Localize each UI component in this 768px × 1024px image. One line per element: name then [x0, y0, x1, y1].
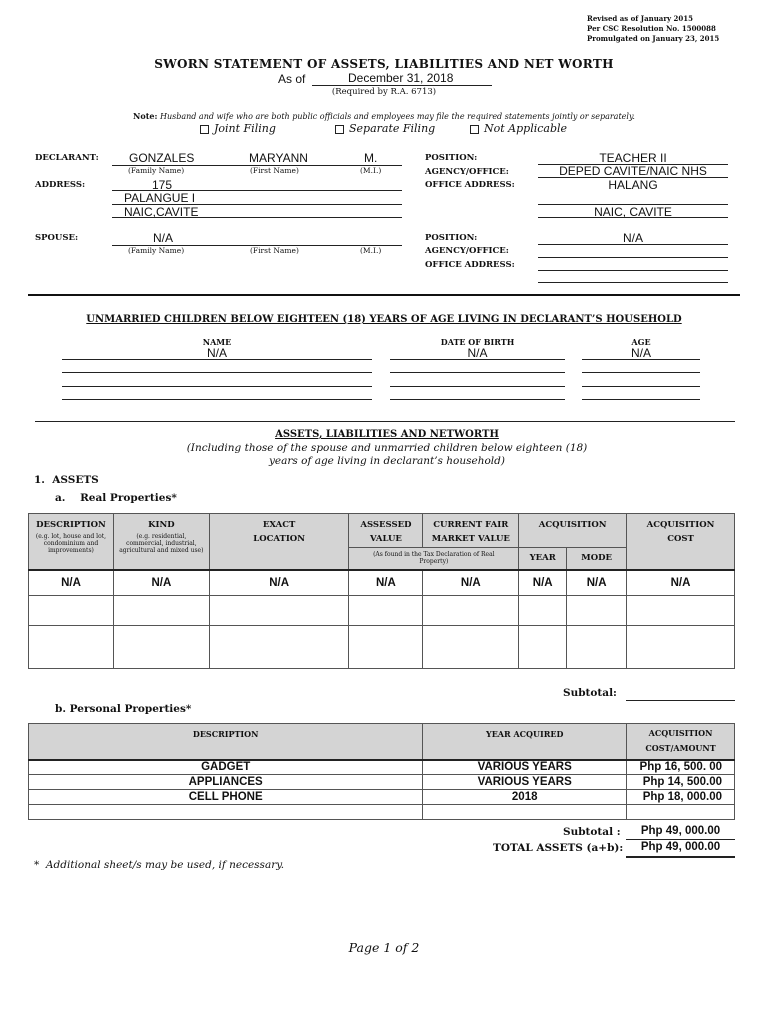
- section-divider: [28, 294, 740, 296]
- revision-line-1: Revised as of January 2015: [587, 14, 693, 23]
- note-label: Note:: [133, 111, 158, 121]
- spouse-position-value: N/A: [622, 231, 643, 245]
- caption-first-name: (First Name): [250, 166, 299, 175]
- assets-heading: ASSETS, LIABILITIES AND NETWORTH: [275, 429, 499, 440]
- personal-cell-year: 2018: [423, 790, 627, 805]
- note-text: Husband and wife who are both public officials and employees may file the required statements jointly or separately.: [159, 112, 635, 121]
- option-joint-filing[interactable]: Joint Filing: [200, 122, 276, 135]
- address-label: ADDRESS:: [35, 180, 86, 190]
- as-of-label: As of: [278, 72, 306, 86]
- section-divider-2: [35, 421, 735, 422]
- table-row: [29, 760, 735, 775]
- assets-subheading-1: (Including those of the spouse and unmarried children below eighteen (18): [186, 442, 588, 454]
- real-header-assessed-2: VALUE: [369, 534, 402, 544]
- declarant-label: DECLARANT:: [35, 153, 99, 163]
- spouse-label: SPOUSE:: [35, 233, 79, 243]
- required-by: (Required by R.A. 6713): [331, 87, 437, 97]
- personal-cell-description: CELL PHONE: [29, 790, 423, 805]
- real-header-fair-2: MARKET VALUE: [431, 534, 510, 544]
- caption-family-name: (Family Name): [128, 166, 185, 175]
- assets-subheading-2: years of age living in declarant’s household): [269, 455, 505, 467]
- footnote: * Additional sheet/s may be used, if necessary.: [34, 859, 285, 871]
- real-cell-fair-value: N/A: [423, 570, 519, 596]
- real-header-location-2: LOCATION: [253, 534, 305, 544]
- office-address-line-2: NAIC, CAVITE: [594, 205, 672, 219]
- real-header-description-sub: (e.g. lot, house and lot, condominium and improvements): [35, 533, 107, 554]
- personal-header-cost-1: ACQUISITION: [648, 728, 713, 738]
- real-cell-assessed: N/A: [349, 570, 423, 596]
- real-header-assessed-1: ASSESSED: [360, 520, 412, 530]
- assets-label: 1. ASSETS: [34, 474, 99, 486]
- real-header-cost-1: ACQUISITION: [646, 520, 715, 530]
- real-header-description: DESCRIPTION: [36, 520, 106, 530]
- total-assets-label: TOTAL ASSETS (a+b):: [493, 842, 624, 854]
- spouse-agency-label: AGENCY/OFFICE:: [425, 246, 509, 256]
- note-line: [0, 111, 768, 121]
- real-subtotal-label: Subtotal:: [563, 687, 617, 699]
- revision-line-2: Per CSC Resolution No. 1500088: [587, 24, 716, 33]
- office-address-label: OFFICE ADDRESS:: [425, 180, 515, 190]
- personal-header-cost-2: COST/AMOUNT: [645, 743, 716, 753]
- page-number: Page 1 of 2: [348, 940, 420, 955]
- agency-value: DEPED CAVITE/NAIC NHS: [559, 164, 707, 178]
- personal-cell-description: GADGET: [29, 760, 423, 775]
- real-cell-description: N/A: [29, 570, 114, 596]
- personal-cell-cost: Php 14, 500.00: [627, 775, 735, 790]
- total-underline: [626, 856, 735, 858]
- personal-cell-cost: Php 16, 500. 00: [627, 760, 735, 775]
- option-separate-filing[interactable]: Separate Filing: [335, 122, 435, 135]
- table-row: [29, 805, 735, 820]
- address-line-1: 175: [152, 178, 173, 192]
- real-properties-label: a. Real Properties*: [55, 492, 177, 504]
- personal-cell-year: VARIOUS YEARS: [423, 775, 627, 790]
- checkbox-icon: [335, 125, 344, 134]
- total-assets-value: Php 49, 000.00: [640, 841, 721, 853]
- checkbox-icon: [470, 125, 479, 134]
- children-col-age: AGE: [631, 337, 651, 347]
- personal-subtotal-label: Subtotal :: [563, 826, 621, 838]
- declarant-family-name: GONZALES: [129, 151, 195, 165]
- form-title: SWORN STATEMENT OF ASSETS, LIABILITIES AND NET WORTH: [154, 57, 614, 71]
- table-row: [29, 790, 735, 805]
- option-not-applicable[interactable]: Not Applicable: [470, 122, 567, 135]
- personal-subtotal-value: Php 49, 000.00: [640, 825, 721, 837]
- real-cell-location: N/A: [209, 570, 349, 596]
- personal-properties-table: [28, 723, 735, 820]
- personal-header-description: DESCRIPTION: [192, 729, 259, 739]
- real-header-fair-1: CURRENT FAIR: [433, 520, 509, 530]
- checkbox-icon: [200, 125, 209, 134]
- table-row: [29, 570, 735, 596]
- real-cell-cost: N/A: [627, 570, 735, 596]
- spouse-family-name: N/A: [153, 231, 174, 245]
- real-header-kind-sub: (e.g. residential, commercial, industrial, agricultural and mixed use): [119, 533, 204, 554]
- address-line-2: PALANGUE I: [124, 191, 196, 205]
- personal-cell-cost: Php 18, 000.00: [627, 790, 735, 805]
- children-col-name: NAME: [202, 337, 232, 347]
- spouse-caption-mi: (M.I.): [360, 246, 382, 255]
- child-age: N/A: [630, 346, 651, 360]
- personal-cell-year: VARIOUS YEARS: [423, 760, 627, 775]
- child-name: N/A: [206, 346, 227, 360]
- spouse-caption-first: (First Name): [250, 246, 299, 255]
- real-header-acquisition: ACQUISITION: [538, 520, 607, 530]
- position-value: TEACHER II: [599, 151, 667, 165]
- declarant-first-name: MARYANN: [249, 151, 308, 165]
- spouse-caption-family: (Family Name): [128, 246, 185, 255]
- children-col-dob: DATE OF BIRTH: [440, 337, 515, 347]
- spouse-office-label: OFFICE ADDRESS:: [425, 260, 515, 270]
- declarant-mi: M.: [364, 151, 378, 165]
- agency-label: AGENCY/OFFICE:: [425, 167, 509, 177]
- child-dob: N/A: [467, 346, 488, 360]
- revision-line-3: Promulgated on January 23, 2015: [587, 34, 720, 43]
- personal-header-year: YEAR ACQUIRED: [486, 729, 564, 739]
- spouse-position-label: POSITION:: [425, 233, 478, 243]
- personal-cell-description: APPLIANCES: [29, 775, 423, 790]
- personal-properties-label: b. Personal Properties*: [55, 703, 192, 715]
- revision-note: [587, 14, 719, 44]
- real-header-cost-2: COST: [667, 534, 694, 544]
- table-row: [29, 626, 735, 669]
- real-header-kind: KIND: [148, 520, 175, 530]
- real-header-found-in: (As found in the Tax Declaration of Real Property): [373, 551, 495, 566]
- real-cell-kind: N/A: [113, 570, 209, 596]
- as-of-value: December 31, 2018: [348, 71, 454, 85]
- real-header-year: YEAR: [529, 553, 556, 564]
- real-properties-table: [28, 513, 735, 669]
- real-cell-mode: N/A: [567, 570, 627, 596]
- real-header-location-1: EXACT: [262, 520, 296, 530]
- real-header-mode: MODE: [581, 553, 612, 564]
- position-label: POSITION:: [425, 153, 478, 163]
- table-row: [29, 596, 735, 626]
- caption-mi: (M.I.): [360, 166, 382, 175]
- children-heading: UNMARRIED CHILDREN BELOW EIGHTEEN (18) YEARS OF AGE LIVING IN DECLARANT’S HOUSEHOLD: [86, 314, 682, 325]
- table-row: [29, 775, 735, 790]
- office-address-line-1: HALANG: [608, 178, 658, 192]
- real-cell-year: N/A: [519, 570, 567, 596]
- address-line-3: NAIC,CAVITE: [124, 205, 199, 219]
